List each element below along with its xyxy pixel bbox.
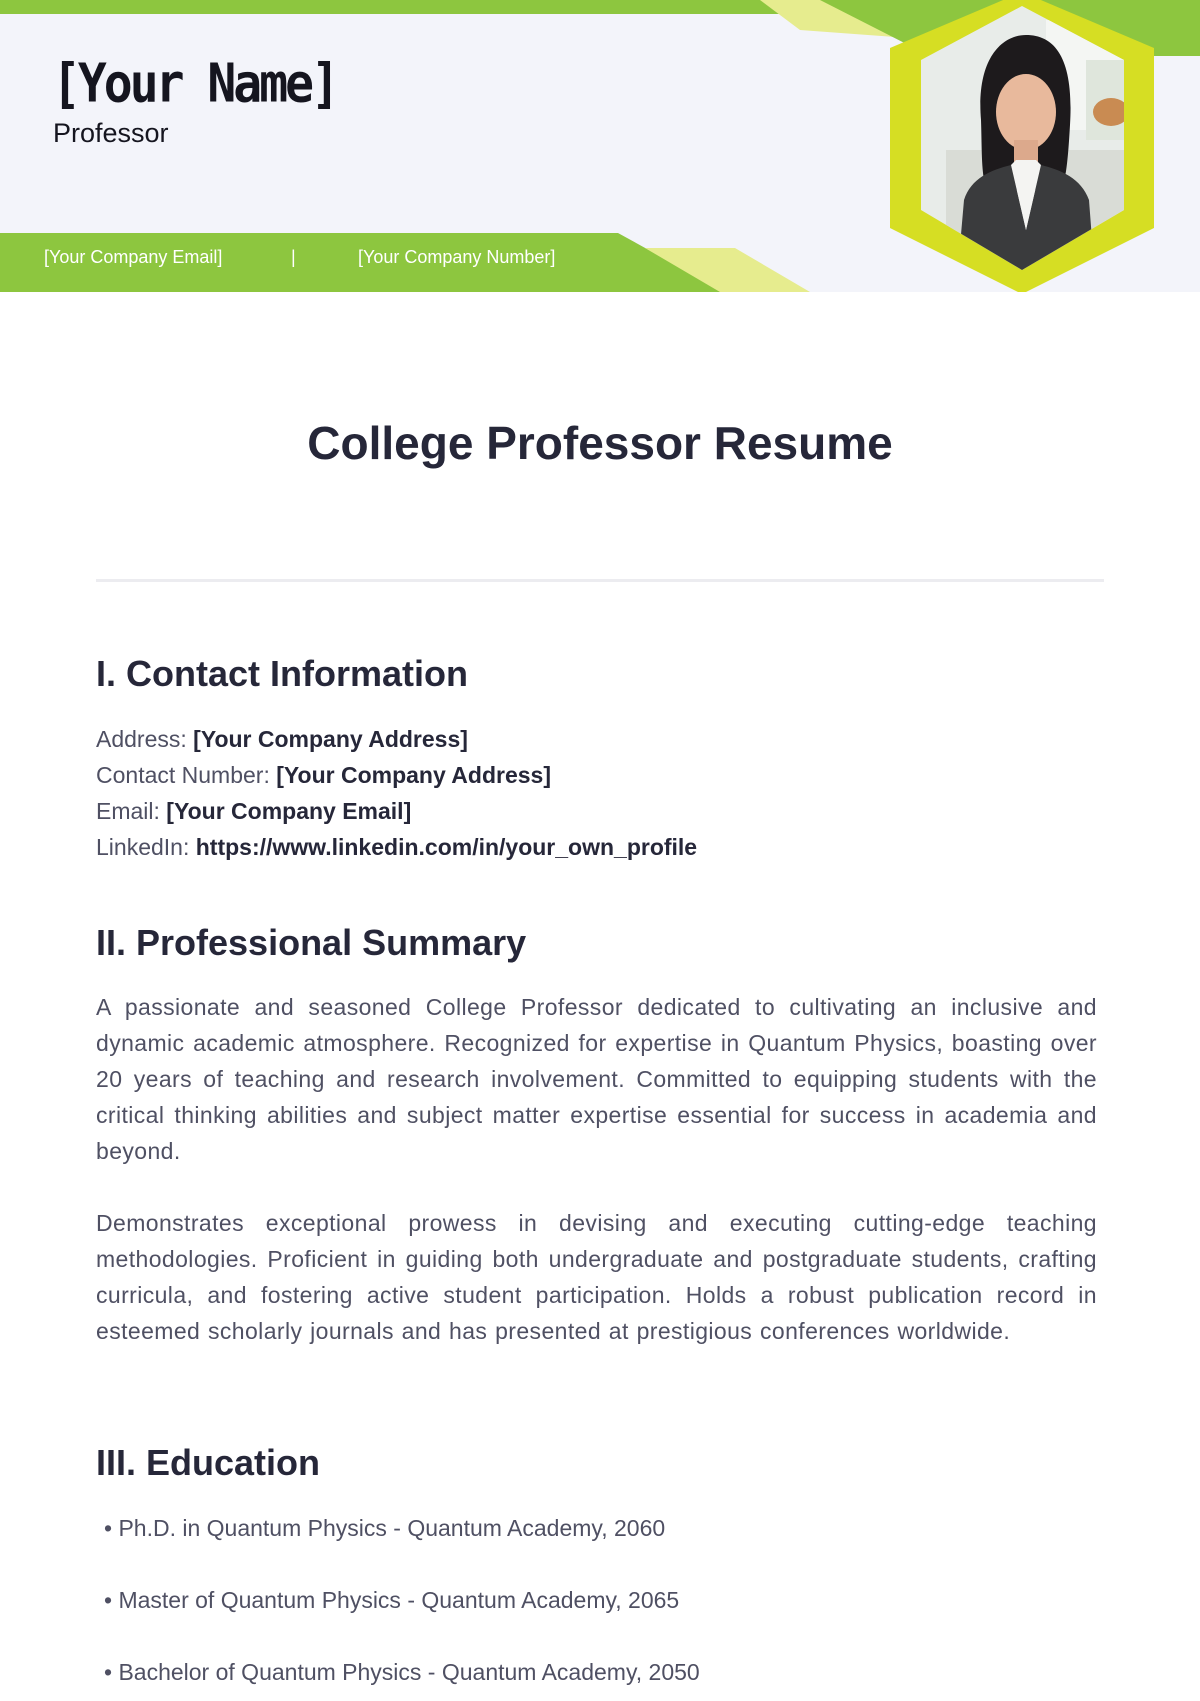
linkedin-label: LinkedIn: <box>96 834 190 860</box>
contact-heading: I. Contact Information <box>96 653 468 694</box>
address-value: [Your Company Address] <box>193 726 468 752</box>
email-label: Email: <box>96 798 160 824</box>
resume-header <box>0 0 1200 292</box>
education-item: • Ph.D. in Quantum Physics - Quantum Academy, 2060 <box>104 1515 666 1541</box>
email-line <box>96 798 411 825</box>
education-heading: III. Education <box>96 1442 321 1483</box>
profile-photo <box>886 0 1186 292</box>
header-number: [Your Company Number] <box>358 247 556 267</box>
email-value: [Your Company Email] <box>166 798 412 824</box>
address-line <box>96 726 468 753</box>
header-email: [Your Company Email] <box>44 247 223 267</box>
header-separator: | <box>291 247 296 267</box>
linkedin-line <box>96 834 697 861</box>
linkedin-value: https://www.linkedin.com/in/your_own_profile <box>195 834 698 860</box>
education-item: • Bachelor of Quantum Physics - Quantum Academy, 2050 <box>104 1659 700 1685</box>
address-label: Address: <box>96 726 187 752</box>
person-name: [Your Name] <box>52 52 337 115</box>
summary-heading: II. Professional Summary <box>96 922 527 963</box>
education-item: • Master of Quantum Physics - Quantum Academy, 2065 <box>104 1587 680 1613</box>
contact-number-value: [Your Company Address] <box>276 762 552 788</box>
person-role: Professor <box>53 118 169 148</box>
summary-paragraph-1: A passionate and seasoned College Professor dedicated to cultivating an inclusive and dynamic academic atmosphere. Recognized for expertise in Quantum Physics, boasting over 20 years of teaching and research involvement. Committed to equipping students with the critical thinking abilities and subject matter expertise essential for success in academia and beyond. <box>96 994 1097 1164</box>
contact-number-label: Contact Number: <box>96 762 270 788</box>
divider <box>96 579 1104 582</box>
summary-paragraph-2: Demonstrates exceptional prowess in devising and executing cutting-edge teaching methodologies. Proficient in guiding both undergraduate and postgraduate students, crafting curricula, and fostering active student participation. Holds a robust publication record in esteemed scholarly journals and has presented at prestigious conferences worldwide. <box>96 1210 1097 1344</box>
contact-number-line <box>96 762 551 789</box>
page-title: College Professor Resume <box>307 417 893 469</box>
